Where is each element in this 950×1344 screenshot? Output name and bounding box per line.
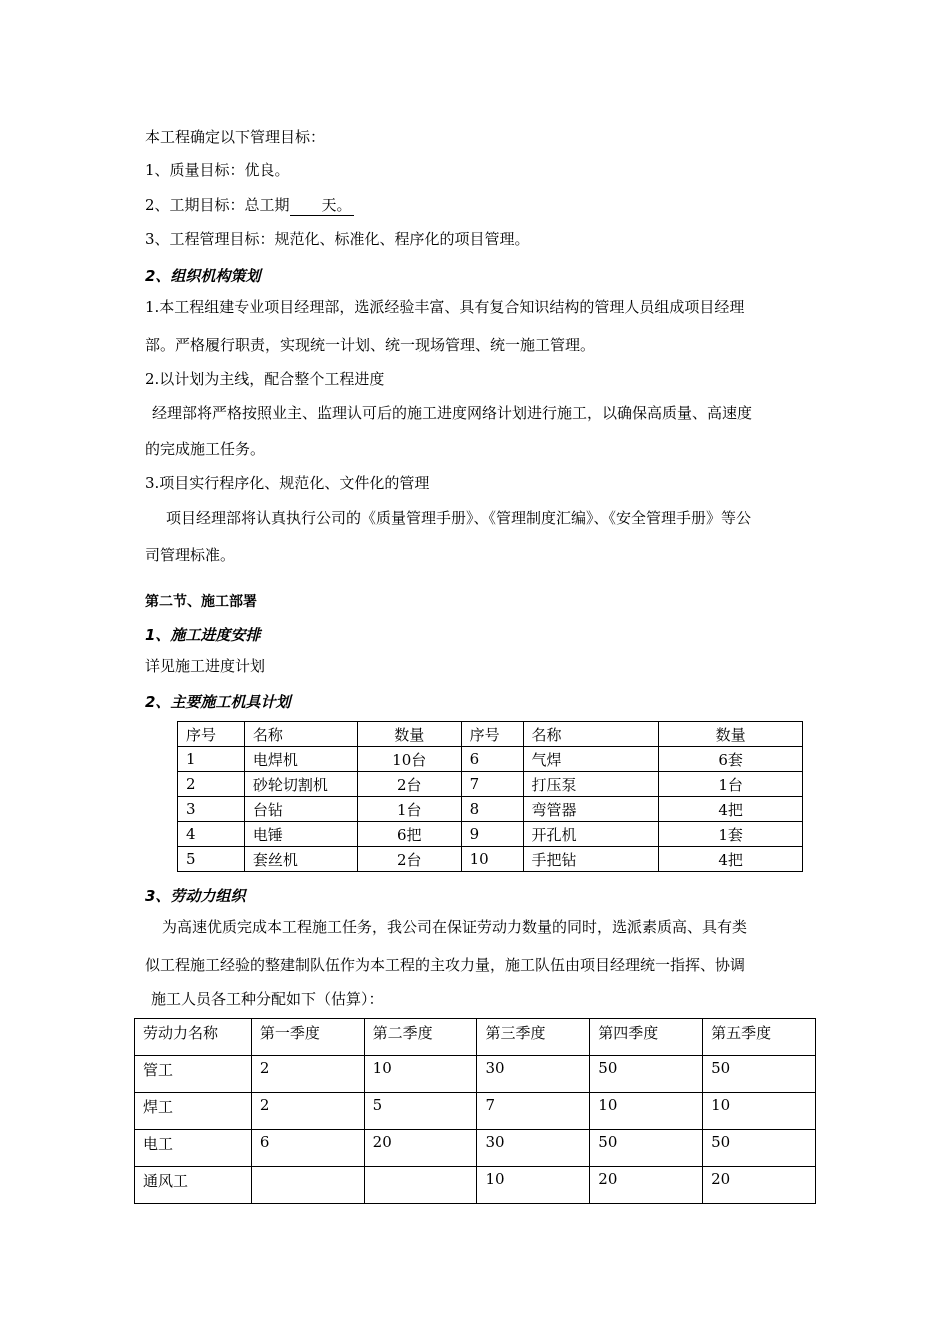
schedule-text: 详见施工进度计划 — [145, 657, 266, 675]
equipment-cell: 电焊机 — [244, 747, 357, 772]
equipment-cell: 2 — [178, 772, 245, 797]
labor-heading: 3、劳动力组织 — [145, 887, 246, 905]
equipment-cell: 1 — [178, 747, 245, 772]
equipment-cell: 4 — [178, 822, 245, 847]
labor-line2: 似工程施工经验的整建制队伍作为本工程的主攻力量，施工队伍由项目经理统一指挥、协调 — [145, 956, 746, 974]
org-p1-line1: 1.本工程组建专业项目经理部，选派经验丰富、具有复合知识结构的管理人员组成项目经理 — [145, 298, 745, 316]
org-p3-line2: 司管理标准。 — [145, 546, 236, 564]
labor-cell: 管工 — [135, 1056, 252, 1093]
equipment-row — [178, 822, 803, 847]
labor-header-cell: 第一季度 — [251, 1019, 364, 1056]
labor-cell: 50 — [703, 1130, 816, 1167]
equipment-cell: 6套 — [659, 747, 803, 772]
equipment-cell: 台钻 — [244, 797, 357, 822]
equipment-cell: 1台 — [659, 772, 803, 797]
labor-cell: 2 — [251, 1056, 364, 1093]
equipment-cell: 9 — [461, 822, 523, 847]
labor-cell: 电工 — [135, 1130, 252, 1167]
labor-header-cell: 劳动力名称 — [135, 1019, 252, 1056]
labor-cell: 20 — [364, 1130, 477, 1167]
equipment-cell: 10 — [461, 847, 523, 872]
equipment-table — [177, 721, 803, 872]
equipment-header-cell: 名称 — [244, 722, 357, 747]
equipment-heading: 2、主要施工机具计划 — [145, 693, 291, 711]
org-p3-title: 3.项目实行程序化、规范化、文件化的管理 — [145, 474, 430, 492]
goals-intro: 本工程确定以下管理目标： — [145, 128, 326, 146]
equipment-row — [178, 797, 803, 822]
equipment-cell: 2台 — [357, 847, 461, 872]
labor-cell: 20 — [590, 1167, 703, 1204]
labor-cell: 5 — [364, 1093, 477, 1130]
labor-cell: 30 — [477, 1056, 590, 1093]
org-p2-line1: 经理部将严格按照业主、监理认可后的施工进度网络计划进行施工，以确保高质量、高速度 — [152, 404, 753, 422]
labor-line1: 为高速优质完成本工程施工任务，我公司在保证劳动力数量的同时，选派素质高、具有类 — [162, 918, 748, 936]
equipment-cell: 手把钻 — [523, 847, 659, 872]
labor-line3: 施工人员各工种分配如下（估算）： — [151, 990, 384, 1008]
equipment-cell: 5 — [178, 847, 245, 872]
org-p1-line2: 部。严格履行职责，实现统一计划、统一现场管理、统一施工管理。 — [145, 336, 596, 354]
labor-cell: 50 — [590, 1130, 703, 1167]
goal-management: 3、工程管理目标：规范化、标准化、程序化的项目管理。 — [145, 230, 530, 248]
equipment-header-cell: 数量 — [357, 722, 461, 747]
equipment-cell: 10台 — [357, 747, 461, 772]
goal-schedule-label: 2、工期目标：总工期 — [145, 196, 290, 214]
equipment-cell: 8 — [461, 797, 523, 822]
equipment-cell: 6 — [461, 747, 523, 772]
equipment-cell: 6把 — [357, 822, 461, 847]
labor-cell: 通风工 — [135, 1167, 252, 1204]
org-p2-title: 2.以计划为主线，配合整个工程进度 — [145, 370, 385, 388]
equipment-header-cell: 序号 — [178, 722, 245, 747]
labor-cell — [364, 1167, 477, 1204]
goal-schedule-blank: 天。 — [290, 195, 354, 216]
equipment-cell: 7 — [461, 772, 523, 797]
equipment-cell: 1台 — [357, 797, 461, 822]
labor-cell: 10 — [590, 1093, 703, 1130]
labor-row — [135, 1167, 816, 1204]
labor-cell: 30 — [477, 1130, 590, 1167]
equipment-cell: 气焊 — [523, 747, 659, 772]
labor-row — [135, 1093, 816, 1130]
equipment-header-cell: 数量 — [659, 722, 803, 747]
equipment-cell: 4把 — [659, 797, 803, 822]
schedule-heading: 1、施工进度安排 — [145, 626, 261, 644]
labor-table — [134, 1018, 816, 1204]
goal-quality: 1、质量目标：优良。 — [145, 161, 290, 179]
labor-cell: 6 — [251, 1130, 364, 1167]
equipment-cell: 1套 — [659, 822, 803, 847]
equipment-cell: 弯管器 — [523, 797, 659, 822]
labor-cell: 10 — [703, 1093, 816, 1130]
org-p3-line1: 项目经理部将认真执行公司的《质量管理手册》、《管理制度汇编》、《安全管理手册》等公 — [166, 509, 752, 527]
labor-cell: 50 — [703, 1056, 816, 1093]
labor-row — [135, 1130, 816, 1167]
equipment-row — [178, 772, 803, 797]
equipment-header-cell: 序号 — [461, 722, 523, 747]
labor-header-cell: 第四季度 — [590, 1019, 703, 1056]
section-title: 第二节、施工部署 — [145, 594, 257, 610]
labor-cell: 20 — [703, 1167, 816, 1204]
labor-cell — [251, 1167, 364, 1204]
labor-header-cell: 第二季度 — [364, 1019, 477, 1056]
org-heading: 2、组织机构策划 — [145, 267, 261, 285]
equipment-cell: 砂轮切割机 — [244, 772, 357, 797]
equipment-row — [178, 747, 803, 772]
equipment-cell: 4把 — [659, 847, 803, 872]
equipment-cell: 套丝机 — [244, 847, 357, 872]
labor-cell: 50 — [590, 1056, 703, 1093]
equipment-row — [178, 847, 803, 872]
labor-row — [135, 1056, 816, 1093]
labor-cell: 10 — [477, 1167, 590, 1204]
equipment-cell: 电锤 — [244, 822, 357, 847]
labor-cell: 7 — [477, 1093, 590, 1130]
labor-cell: 2 — [251, 1093, 364, 1130]
labor-header-row — [135, 1019, 816, 1056]
goal-schedule — [145, 195, 354, 216]
equipment-cell: 3 — [178, 797, 245, 822]
org-p2-line2: 的完成施工任务。 — [145, 440, 266, 458]
labor-header-cell: 第三季度 — [477, 1019, 590, 1056]
labor-cell: 10 — [364, 1056, 477, 1093]
equipment-cell: 开孔机 — [523, 822, 659, 847]
equipment-header-row — [178, 722, 803, 747]
labor-cell: 焊工 — [135, 1093, 252, 1130]
labor-header-cell: 第五季度 — [703, 1019, 816, 1056]
equipment-cell: 2台 — [357, 772, 461, 797]
equipment-cell: 打压泵 — [523, 772, 659, 797]
equipment-header-cell: 名称 — [523, 722, 659, 747]
